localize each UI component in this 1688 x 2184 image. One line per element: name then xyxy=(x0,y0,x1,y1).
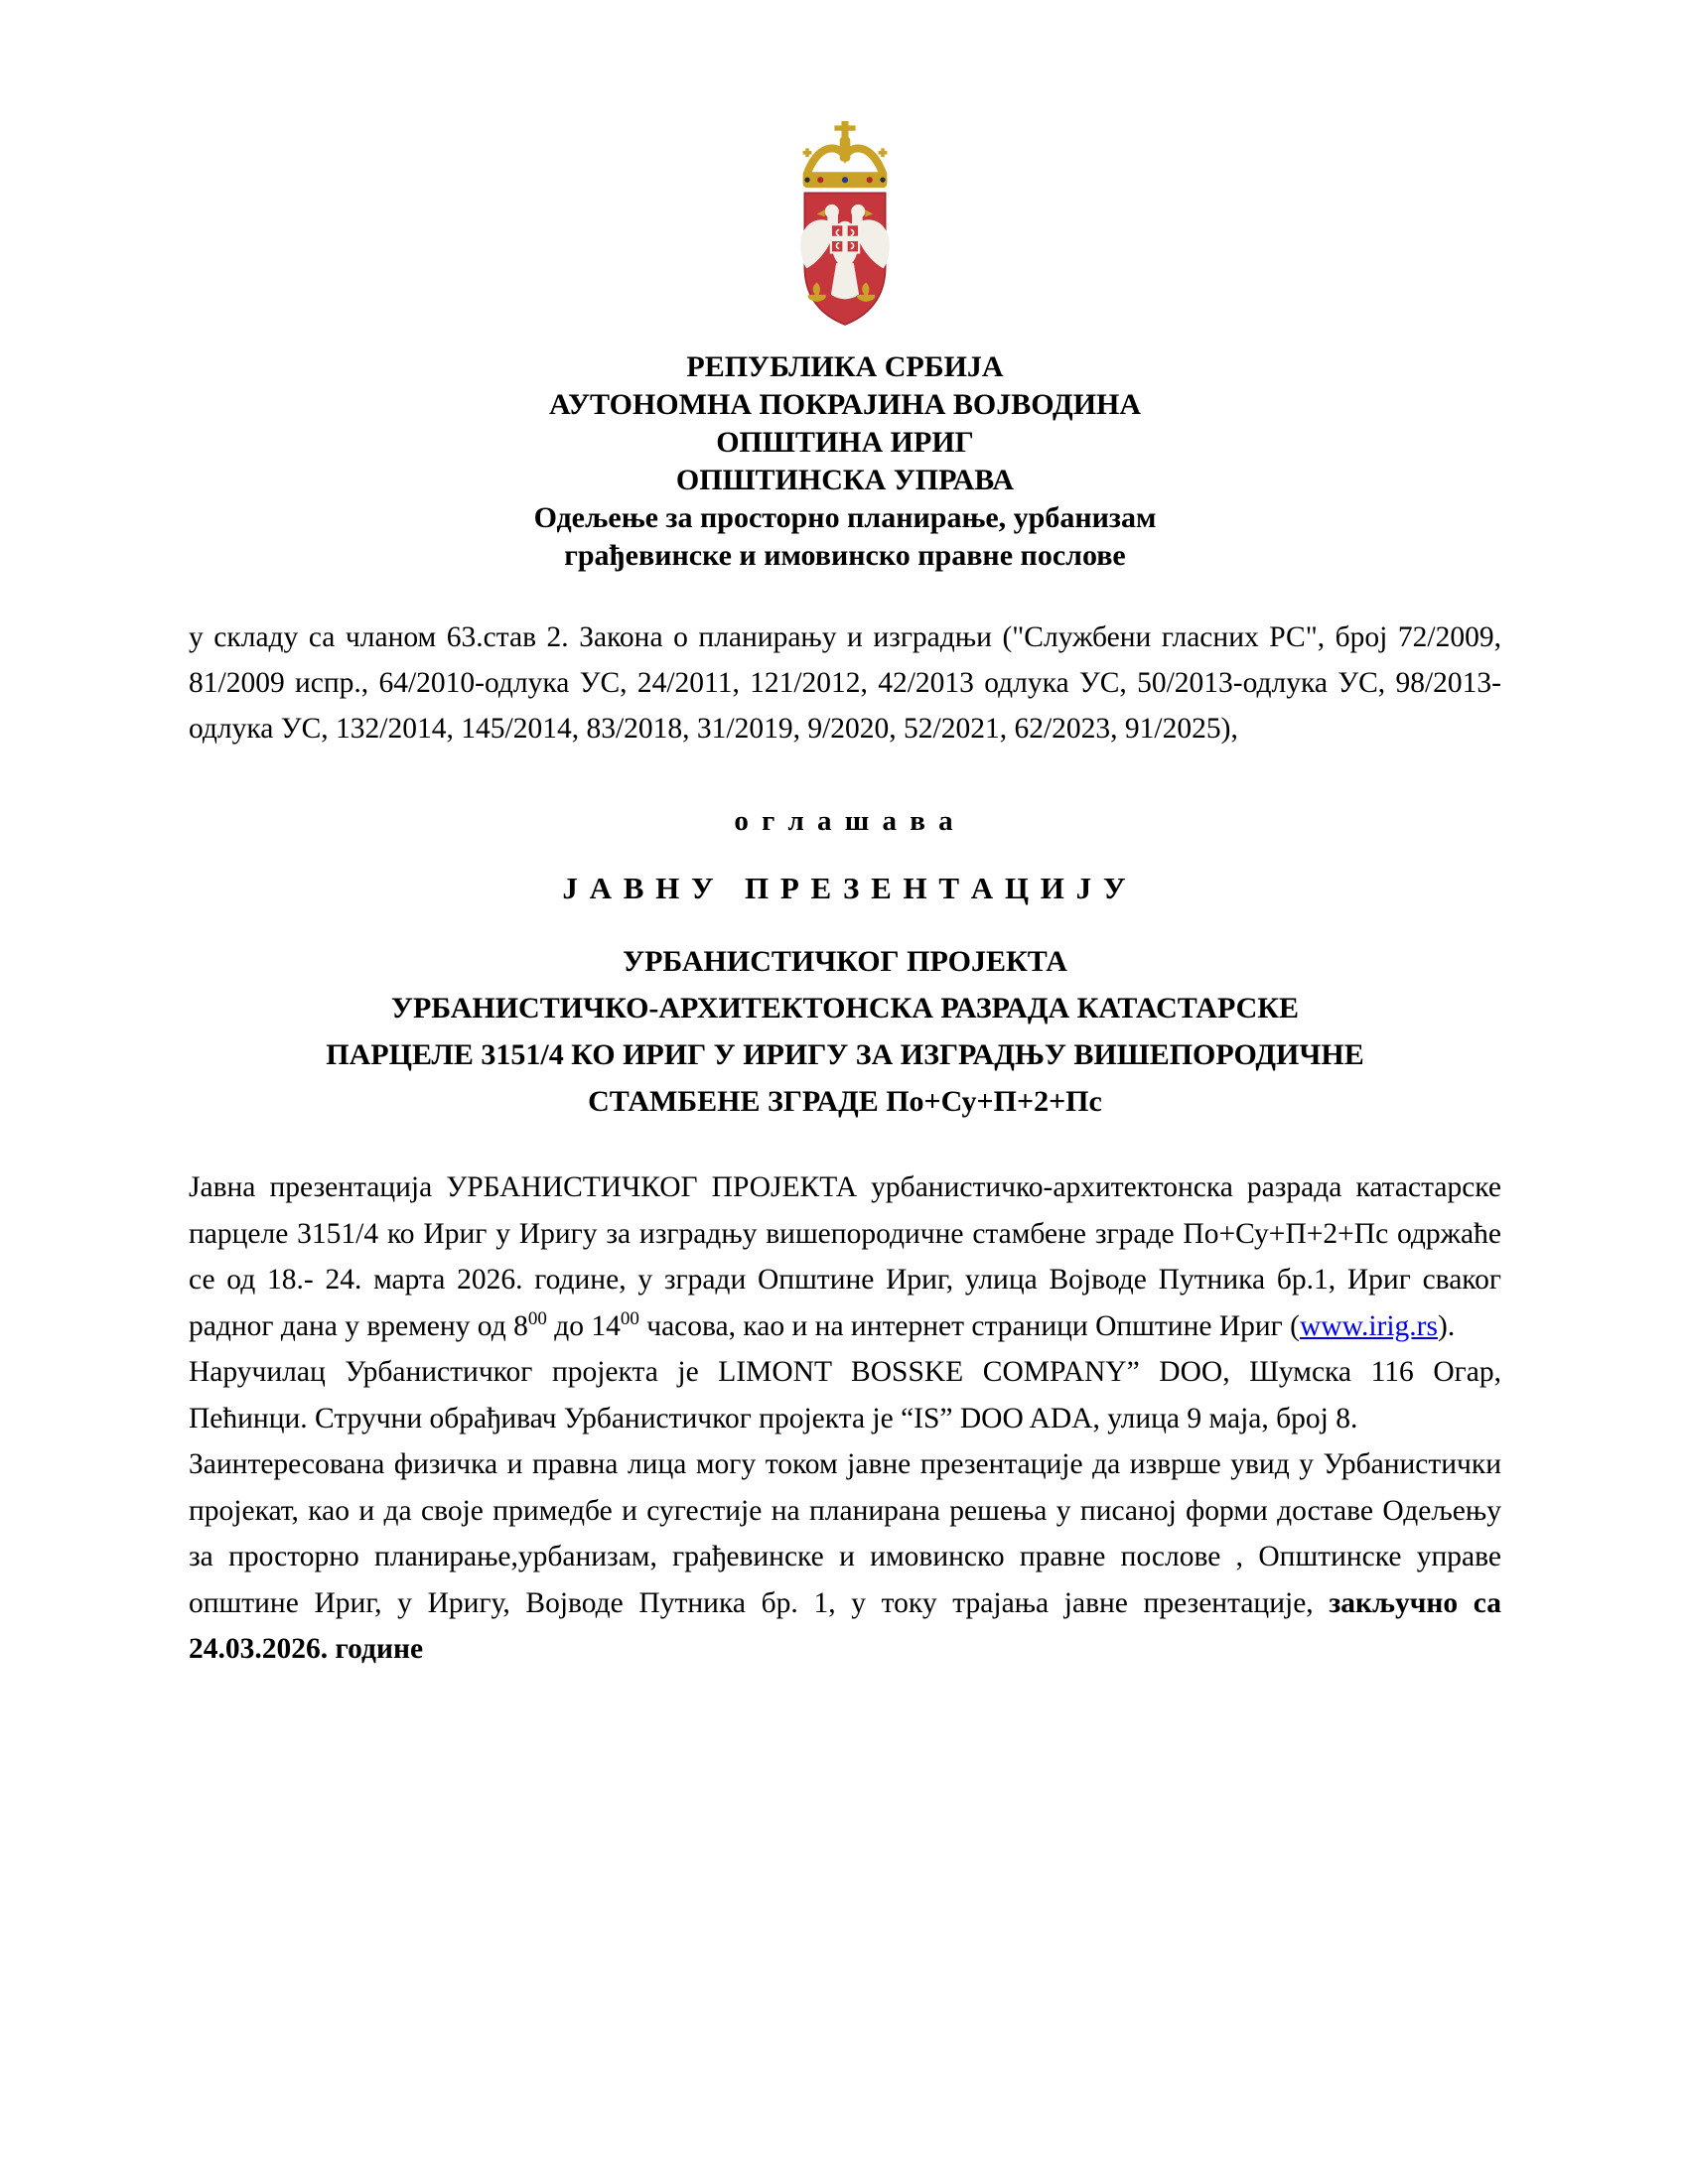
chest-cross-shield xyxy=(831,224,859,252)
serbia-coat-of-arms-icon xyxy=(792,121,898,337)
p1-text-1: Јавна презентација УРБАНИСТИЧКОГ ПРОЈЕКТА урбанистичко-архитектонска разрада катастарске парцеле 3151/4 ко Ириг у Иригу за изградњу вишепородичне стамбене зграде По+Су+П+2+Пс одржаће се од 18.- 24. марта 2026. године, у згради Општине Ириг, улица Војводе Путника бр.1, Ириг сваког радног дана у времену од 8 xyxy=(189,1171,1501,1342)
public-presentation-heading: Ј А В Н У П Р Е З Е Н Т А Ц И Ј У xyxy=(562,871,1128,905)
document-content xyxy=(189,0,1501,1673)
project-title xyxy=(189,938,1501,1125)
paragraph-client-info: Наручилац Урбанистичког пројекта је LIMONT BOSSKE COMPANY” DOO, Шумска 116 Огар, Пећинци. Стручни обрађивач Урбанистичког пројекта је “IS” DOO ADA, улица 9 маја, број 8. xyxy=(189,1356,1501,1434)
serbia-coat-of-arms-svg xyxy=(792,121,898,332)
letterhead-province: АУТОНОМНА ПОКРАЈИНА ВОЈВОДИНА xyxy=(548,388,1142,421)
p3-text-regular: Заинтересована физичка и правна лица могу током јавне презентације да изврше увид у Урбанистички пројекат, као и да своје примедбе и сугестије на планирана решења у писаној форми доставе Одељењу за просторно планирање,урбанизам, грађевинске и имовинско правне послове , Општинске управе општине Ириг, у Иригу, Војводе Путника бр. 1, у току трајања јавне презентације, xyxy=(189,1448,1501,1619)
p1-superscript-2: 00 xyxy=(620,1307,639,1329)
letterhead-administration: ОПШТИНСКА УПРАВА xyxy=(675,464,1015,496)
p1-text-4: ). xyxy=(1438,1309,1456,1342)
paragraph-presentation-details xyxy=(189,1164,1501,1349)
letterhead xyxy=(189,348,1501,575)
letterhead-department-line2: грађевинске и имовинско правне послове xyxy=(564,539,1126,572)
letterhead-republic: РЕПУБЛИКА СРБИЈА xyxy=(686,350,1004,383)
p1-superscript-1: 00 xyxy=(527,1307,547,1329)
letterhead-municipality: ОПШТИНА ИРИГ xyxy=(716,426,974,459)
letterhead-department-line1: Одељење за просторно планирање, урбанизам xyxy=(533,501,1157,534)
p1-text-2: до 14 xyxy=(546,1309,621,1342)
p1-text-3: часова, као и на интернет страници Општине Ириг ( xyxy=(638,1309,1300,1342)
project-title-line1: УРБАНИСТИЧКОГ ПРОЈЕКТА xyxy=(623,945,1067,978)
paragraph-public-review xyxy=(189,1441,1501,1673)
body-text xyxy=(189,1164,1501,1673)
announces-heading: о г л а ш а в а xyxy=(734,805,956,837)
irig-website-link[interactable]: www.irig.rs xyxy=(1299,1309,1438,1342)
project-title-line4: СТАМБЕНЕ ЗГРАДЕ По+Су+П+2+Пс xyxy=(588,1085,1102,1118)
crown-icon xyxy=(803,121,888,188)
project-title-line3: ПАРЦЕЛЕ 3151/4 КО ИРИГ У ИРИГУ ЗА ИЗГРАДЊУ ВИШЕПОРОДИЧНЕ xyxy=(326,1038,1364,1071)
project-title-line2: УРБАНИСТИЧКО-АРХИТЕКТОНСКА РАЗРАДА КАТАСТАРСКЕ xyxy=(390,992,1300,1024)
legal-basis-paragraph: у складу са чланом 63.став 2. Закона о планирању и изградњи ("Службени гласних РС", број 72/2009, 81/2009 испр., 64/2010-одлука УС, 24/2011, 121/2012, 42/2013 одлука УС, 50/2013-одлука УС, 98/2013-одлука УС, 132/2014, 145/2014, 83/2018, 31/2019, 9/2020, 52/2021, 62/2023, 91/2025), xyxy=(189,621,1501,745)
p3-deadline-bold: закључно са 24.03.2026. године xyxy=(189,1586,1501,1665)
